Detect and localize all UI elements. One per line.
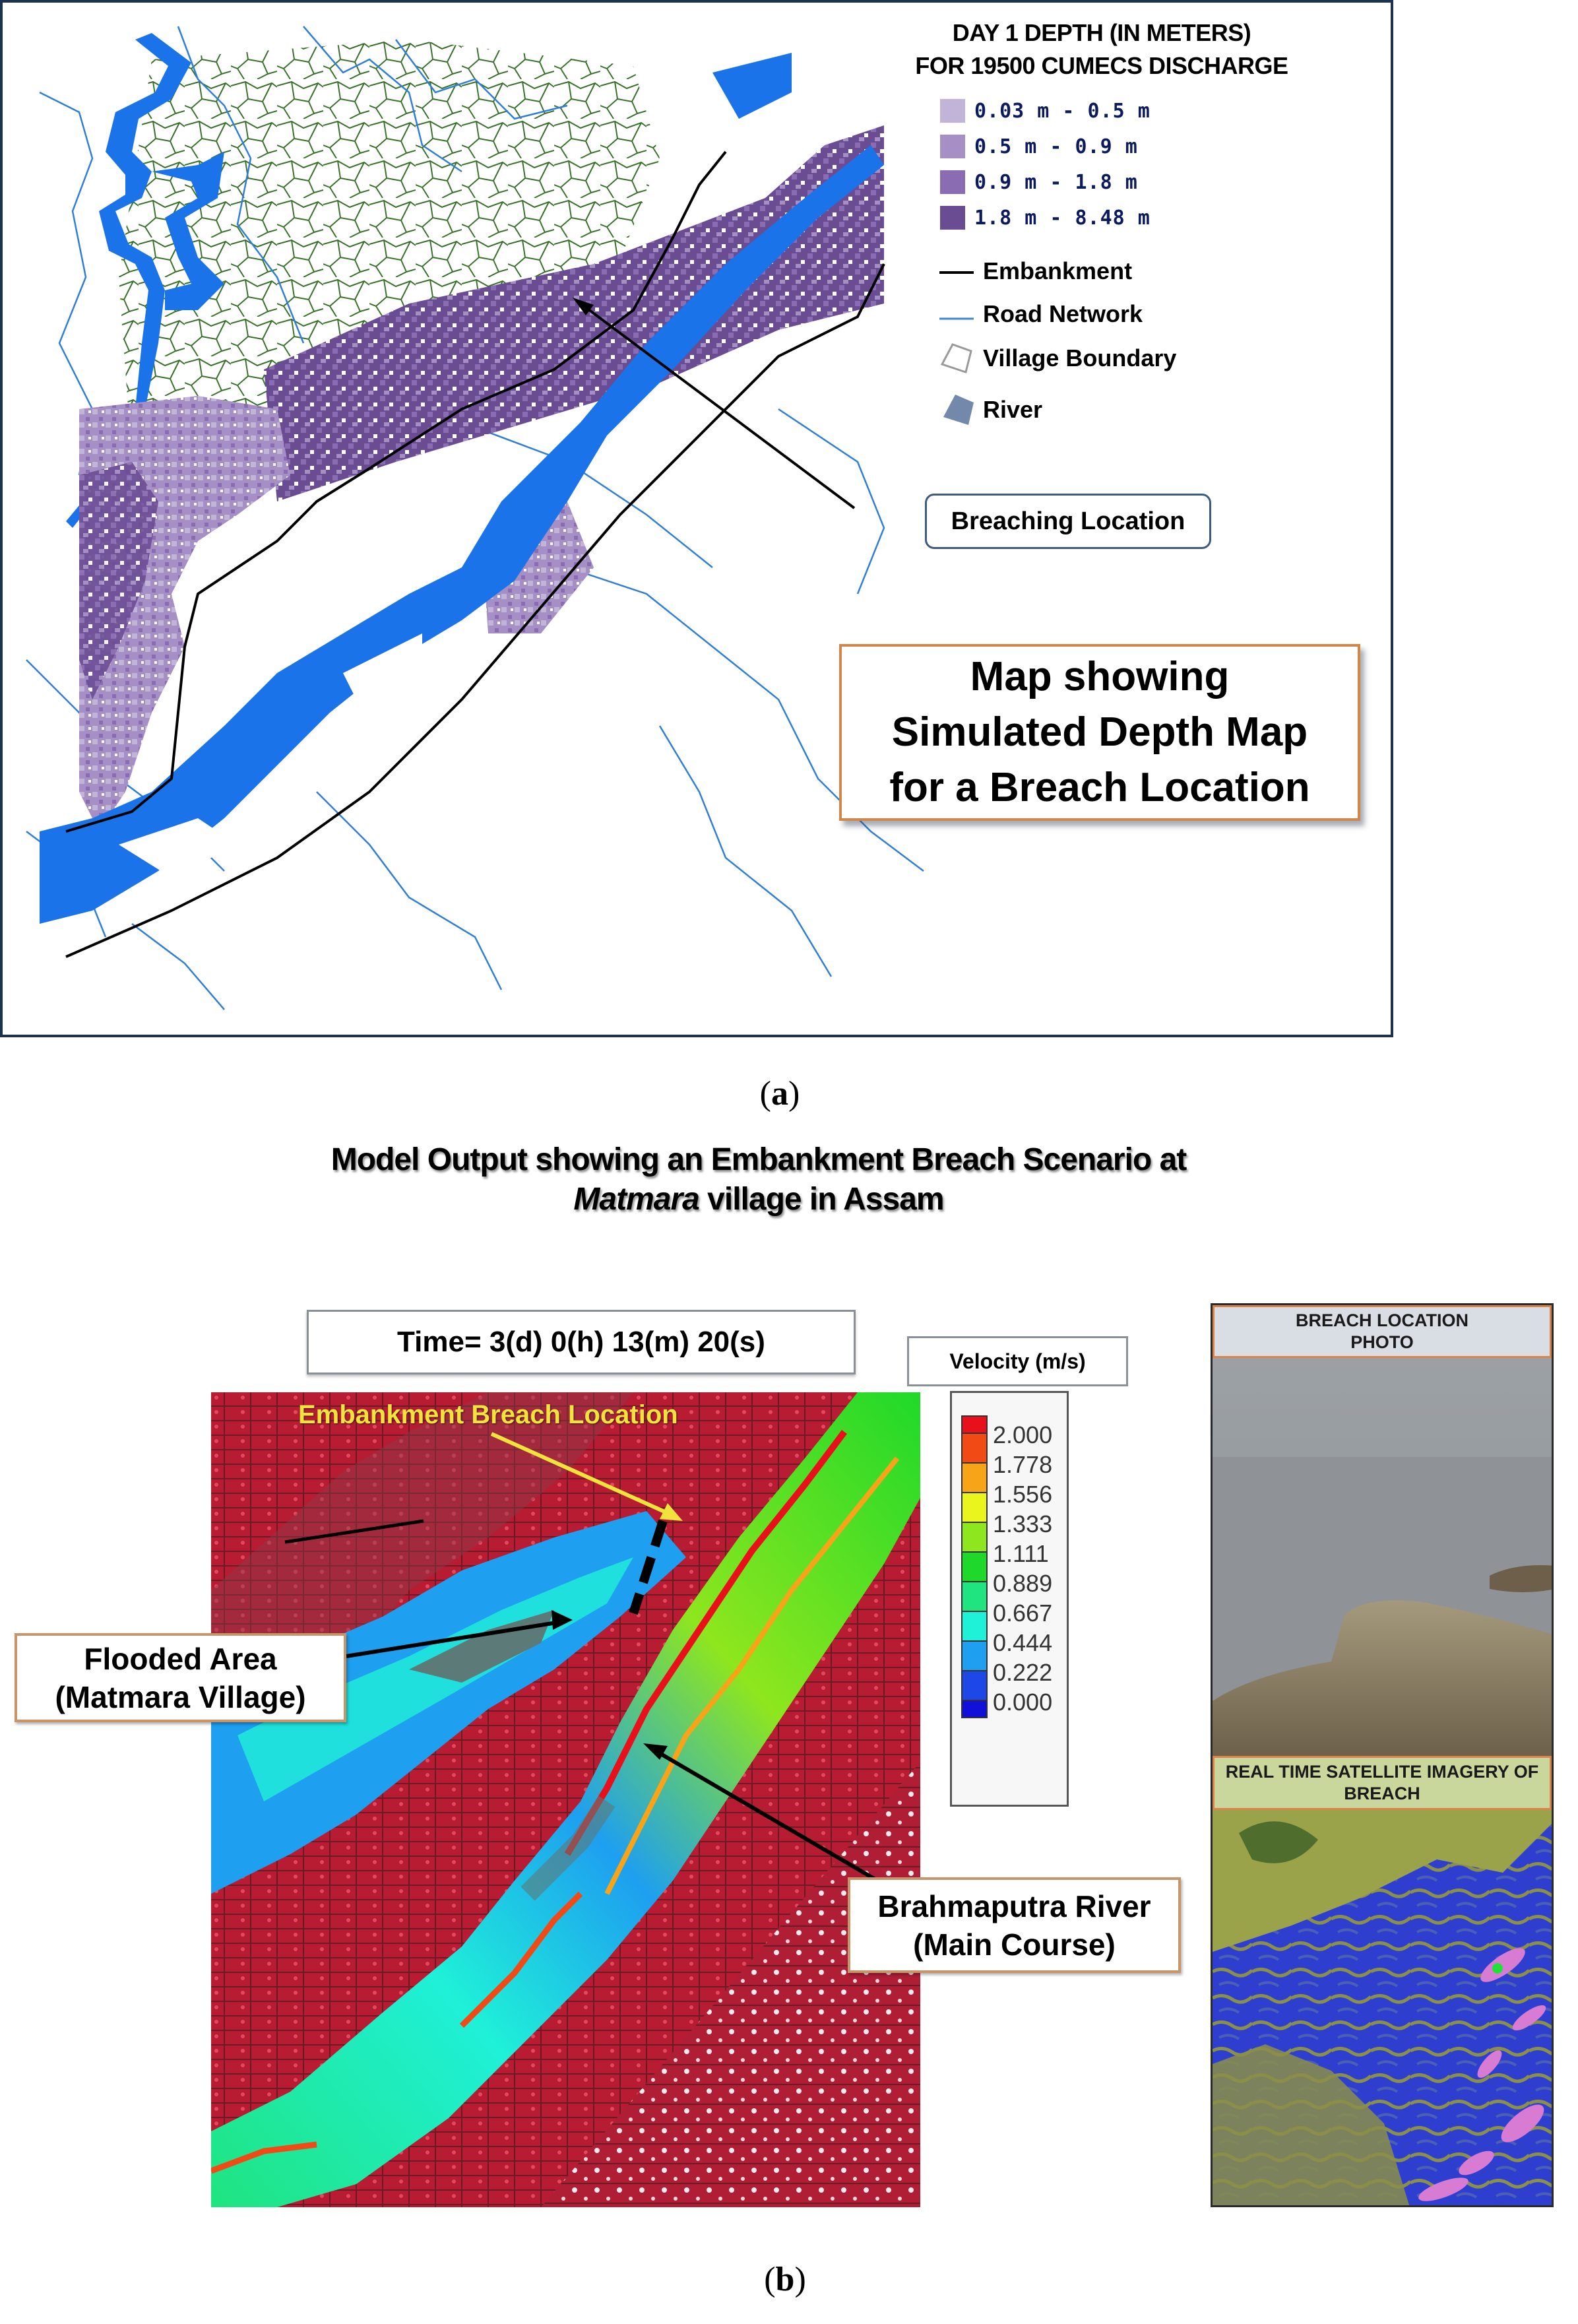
label-letter: b — [775, 2261, 795, 2298]
paren-open: ( — [764, 2261, 776, 2298]
depth-swatch-icon — [940, 206, 965, 230]
colorbar-tick: 2.000 — [993, 1421, 1053, 1448]
legend-river-label: River — [983, 396, 1043, 423]
colorbar-tick: 0.222 — [993, 1659, 1053, 1686]
header-line2: PHOTO — [1350, 1332, 1414, 1352]
colorbar-swatch — [961, 1415, 988, 1434]
road-line-icon — [937, 300, 990, 333]
embankment-breach-label: Embankment Breach Location — [298, 1400, 678, 1429]
brahmaputra-river-callout — [848, 1877, 1181, 1973]
colorbar-swatch — [961, 1522, 988, 1553]
depth-legend-title-line1: DAY 1 DEPTH (IN METERS) — [952, 19, 1251, 46]
colorbar-tick: 0.444 — [993, 1629, 1053, 1656]
village-name: Matmara — [573, 1182, 699, 1217]
depth-legend-item — [940, 205, 1151, 231]
caption-line: Simulated Depth Map — [891, 709, 1308, 755]
colorbar-swatch — [961, 1670, 988, 1701]
legend-road-label: Road Network — [983, 300, 1143, 327]
legend-village-label: Village Boundary — [983, 344, 1177, 371]
depth-class-label: 0.03 m - 0.5 m — [974, 99, 1151, 123]
callout-line2: (Main Course) — [913, 1927, 1116, 1962]
callout-line1: Brahmaputra River — [877, 1888, 1151, 1923]
depth-class-label: 0.5 m - 0.9 m — [974, 135, 1138, 158]
breach-photo-header — [1213, 1305, 1552, 1358]
breach-evidence-panel — [1211, 1303, 1554, 2207]
village-boundary-icon — [937, 342, 990, 375]
colorbar-swatch — [961, 1640, 988, 1671]
velocity-map-graphic — [211, 1392, 920, 2207]
flooded-area-callout — [15, 1633, 346, 1722]
title-line2-rest: village in Assam — [699, 1182, 944, 1217]
caption-line: Map showing — [970, 654, 1230, 699]
subfigure-label-b — [719, 2260, 851, 2299]
simulation-time-label: Time= 3(d) 0(h) 13(m) 20(s) — [307, 1310, 856, 1374]
colorbar-swatch — [961, 1611, 988, 1642]
map-caption-box — [839, 644, 1360, 821]
colorbar-tick: 1.556 — [993, 1481, 1053, 1508]
colorbar-tick: 0.667 — [993, 1599, 1053, 1627]
depth-class-label: 0.9 m - 1.8 m — [974, 170, 1138, 194]
colorbar-swatch — [961, 1433, 988, 1464]
depth-swatch-icon — [940, 135, 965, 158]
subfigure-label-a — [714, 1074, 846, 1113]
paren-open: ( — [759, 1075, 771, 1113]
velocity-map-image — [211, 1392, 920, 2207]
depth-map-panel — [0, 0, 1393, 1037]
depth-legend-item — [940, 169, 1138, 195]
callout-line2: (Matmara Village) — [55, 1679, 306, 1714]
depth-swatch-icon — [940, 170, 965, 194]
velocity-colorbar — [950, 1391, 1069, 1807]
colorbar-swatch — [961, 1462, 988, 1493]
velocity-legend-title: Velocity (m/s) — [907, 1336, 1128, 1386]
colorbar-tick: 1.778 — [993, 1451, 1053, 1478]
satellite-imagery-header — [1213, 1756, 1552, 1810]
colorbar-tick: 0.000 — [993, 1689, 1053, 1716]
depth-legend-title-line2: FOR 19500 CUMECS DISCHARGE — [915, 52, 1288, 79]
depth-class-label: 1.8 m - 8.48 m — [974, 206, 1151, 230]
colorbar-swatch — [961, 1551, 988, 1582]
header-line1: BREACH LOCATION — [1296, 1310, 1468, 1330]
model-output-title — [198, 1140, 1319, 1219]
paren-close: ) — [794, 2261, 806, 2298]
callout-line1: Flooded Area — [84, 1641, 277, 1676]
colorbar-tick: 0.889 — [993, 1570, 1053, 1597]
legend-embankment-label: Embankment — [983, 257, 1133, 284]
depth-swatch-icon — [940, 99, 965, 123]
depth-legend-item — [940, 98, 1151, 124]
colorbar-tick: 1.111 — [993, 1540, 1049, 1567]
embankment-line-icon — [937, 256, 990, 289]
title-line2 — [198, 1180, 1319, 1219]
colorbar-swatch — [961, 1492, 988, 1523]
river-polygon-icon — [937, 393, 990, 426]
label-letter: a — [771, 1075, 788, 1113]
caption-line: for a Breach Location — [889, 765, 1310, 810]
depth-legend-item — [940, 133, 1138, 160]
title-line1: Model Output showing an Embankment Breach Scenario at — [331, 1142, 1187, 1177]
breaching-location-label: Breaching Location — [925, 494, 1211, 549]
colorbar-tick: 1.333 — [993, 1510, 1053, 1537]
colorbar-swatch — [961, 1581, 988, 1612]
header-line2: BREACH — [1344, 1784, 1420, 1803]
colorbar-swatch — [961, 1700, 988, 1718]
header-line1: REAL TIME SATELLITE IMAGERY OF — [1225, 1762, 1539, 1782]
paren-close: ) — [788, 1075, 800, 1113]
